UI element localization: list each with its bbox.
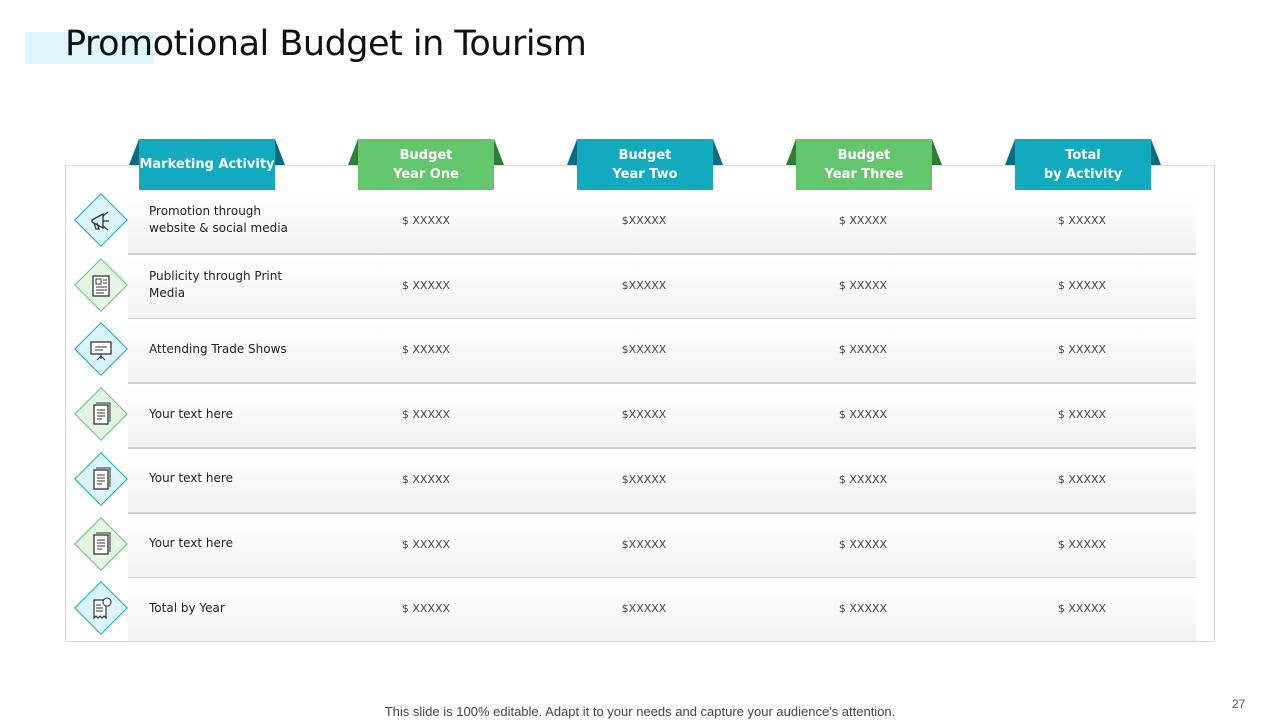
row-value-cell: $ XXXXX bbox=[401, 343, 451, 357]
megaphone-icon bbox=[74, 193, 128, 247]
row-value-cell: $ XXXXX bbox=[1057, 537, 1107, 551]
header-ribbon-fold-right bbox=[494, 139, 504, 165]
row-value-cell: $ XXXXX bbox=[838, 278, 888, 292]
row-value-cell: $ XXXXX bbox=[838, 214, 888, 227]
row-value-cell: $XXXXX bbox=[621, 214, 667, 227]
header-ribbon-fold-left bbox=[567, 139, 577, 165]
header-ribbon-fold-right bbox=[275, 139, 285, 165]
row-activity-label: Total by Year bbox=[149, 600, 225, 615]
row-activity-label: Promotion through website & social media bbox=[149, 204, 288, 235]
row-value-cell: $ XXXXX bbox=[838, 343, 888, 357]
header-ribbon-fold-left bbox=[348, 139, 358, 165]
column-header: Budget Year Two bbox=[577, 139, 713, 190]
column-header: Budget Year One bbox=[358, 139, 494, 190]
header-ribbon-fold-left bbox=[1005, 139, 1015, 165]
header-ribbon-fold-left bbox=[786, 139, 796, 165]
row-value-cell: $XXXXX bbox=[621, 408, 667, 422]
row-activity-label: Attending Trade Shows bbox=[149, 341, 287, 356]
row-activity-label: Your text here bbox=[149, 471, 233, 486]
row-value-cell: $ XXXXX bbox=[401, 537, 451, 551]
slide-title: Promotional Budget in Tourism bbox=[65, 24, 587, 64]
column-header: Total by Activity bbox=[1015, 139, 1151, 190]
document-icon bbox=[74, 387, 128, 441]
row-value-cell: $ XXXXX bbox=[838, 408, 888, 422]
row-value-cell: $ XXXXX bbox=[838, 537, 888, 551]
row-value-cell: $ XXXXX bbox=[838, 472, 888, 486]
header-ribbon-fold-left bbox=[129, 139, 139, 165]
row-value-cell: $ XXXXX bbox=[401, 472, 451, 486]
column-header: Marketing Activity bbox=[139, 139, 275, 190]
row-activity-label: Your text here bbox=[149, 406, 233, 421]
row-value-cell: $ XXXXX bbox=[401, 602, 451, 616]
row-value-cell: $XXXXX bbox=[621, 472, 667, 486]
header-ribbon-fold-right bbox=[1151, 139, 1161, 165]
document-icon bbox=[74, 452, 128, 506]
row-value-cell: $ XXXXX bbox=[401, 214, 451, 227]
row-activity-label: Your text here bbox=[149, 536, 233, 550]
row-activity-label: Publicity through Print Media bbox=[149, 268, 283, 300]
header-ribbon-fold-right bbox=[713, 139, 723, 165]
row-value-cell: $ XXXXX bbox=[1057, 602, 1107, 616]
row-value-cell: $XXXXX bbox=[621, 278, 667, 292]
row-value-cell: $ XXXXX bbox=[1057, 408, 1107, 422]
bill-icon bbox=[74, 581, 128, 635]
presentation-board-icon bbox=[74, 322, 128, 376]
newspaper-icon bbox=[74, 258, 128, 312]
row-value-cell: $XXXXX bbox=[621, 602, 667, 616]
row-value-cell: $XXXXX bbox=[621, 343, 667, 357]
row-value-cell: $ XXXXX bbox=[1057, 278, 1107, 292]
row-value-cell: $ XXXXX bbox=[1057, 214, 1107, 227]
page-number: 27 bbox=[1232, 697, 1246, 711]
row-value-cell: $ XXXXX bbox=[401, 278, 451, 292]
row-value-cell: $ XXXXX bbox=[838, 602, 888, 616]
column-header: Budget Year Three bbox=[796, 139, 932, 190]
row-value-cell: $ XXXXX bbox=[1057, 343, 1107, 357]
header-ribbon-fold-right bbox=[932, 139, 942, 165]
row-value-cell: $XXXXX bbox=[621, 537, 667, 551]
row-value-cell: $ XXXXX bbox=[1057, 472, 1107, 486]
document-icon bbox=[74, 517, 128, 571]
footer-note: This slide is 100% editable. Adapt it to your needs and capture your audience's attention. bbox=[384, 704, 896, 719]
row-value-cell: $ XXXXX bbox=[401, 408, 451, 422]
